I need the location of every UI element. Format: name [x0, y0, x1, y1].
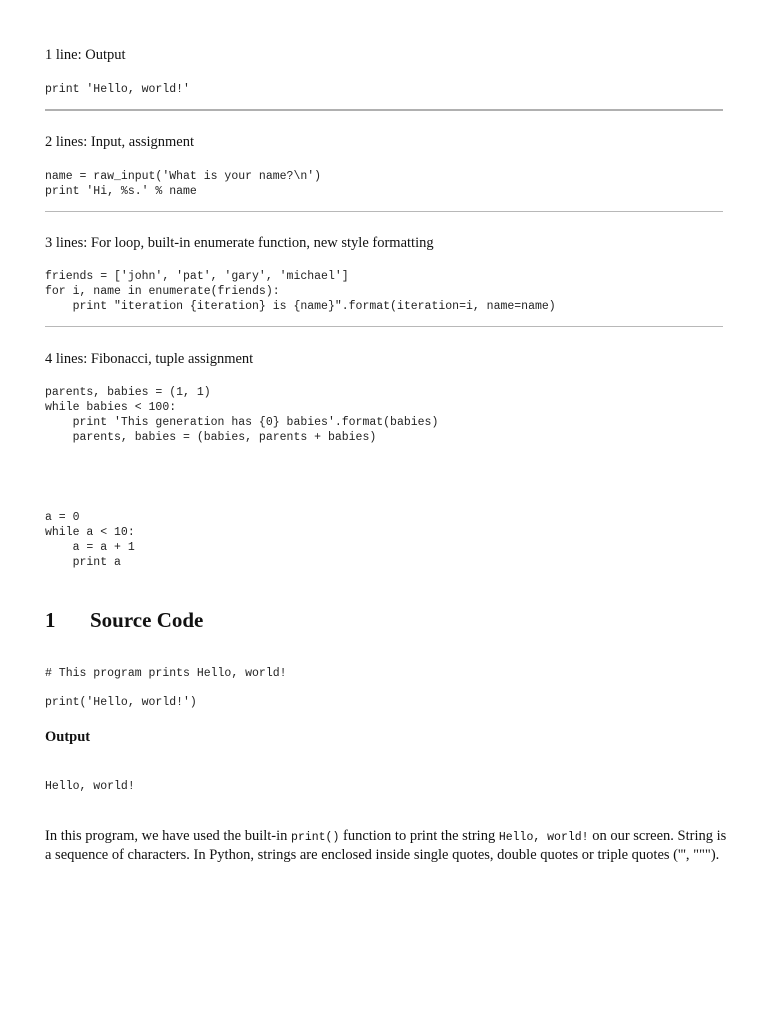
divider	[45, 326, 723, 327]
block-3-code: friends = ['john', 'pat', 'gary', 'michael'] for i, name in enumerate(friends): print "iteration {iteration} is {name}".format(iteration=i, name=name)	[45, 270, 556, 313]
inline-code-hello-world: Hello, world!	[498, 831, 589, 844]
inline-code-print: print()	[291, 831, 340, 844]
source-print-line: print('Hello, world!')	[45, 696, 197, 709]
block-3-heading: 3 lines: For loop, built-in enumerate function, new style formatting	[45, 235, 434, 251]
block-1-code: print 'Hello, world!'	[45, 83, 190, 96]
divider	[45, 109, 723, 111]
block-4-heading: 4 lines: Fibonacci, tuple assignment	[45, 351, 254, 367]
output-heading: Output	[45, 729, 91, 745]
source-comment-line: # This program prints Hello, world!	[45, 667, 287, 680]
output-text: Hello, world!	[45, 780, 135, 793]
block-2-heading: 2 lines: Input, assignment	[45, 134, 195, 150]
paragraph-text: on our screen. String is a sequence of characters. In Python, strings are enclosed inside single quotes, double quotes or triple quotes (''', """).	[45, 828, 727, 863]
paragraph-text: function to print the string	[339, 828, 499, 844]
block-2-code: name = raw_input('What is your name?\n') print 'Hi, %s.' % name	[45, 170, 322, 198]
explanation-paragraph	[45, 828, 735, 864]
block-1-heading: 1 line: Output	[45, 47, 126, 63]
section-number: 1	[45, 608, 56, 632]
section-title: Source Code	[90, 608, 204, 632]
paragraph-text: In this program, we have used the built-in	[45, 828, 292, 844]
while-loop-code: a = 0 while a < 10: a = a + 1 print a	[45, 511, 135, 569]
block-4-code: parents, babies = (1, 1) while babies < 100: print 'This generation has {0} babies'.format(babies) parents, babies = (babies, parents + babies)	[45, 386, 439, 444]
divider	[45, 211, 723, 212]
